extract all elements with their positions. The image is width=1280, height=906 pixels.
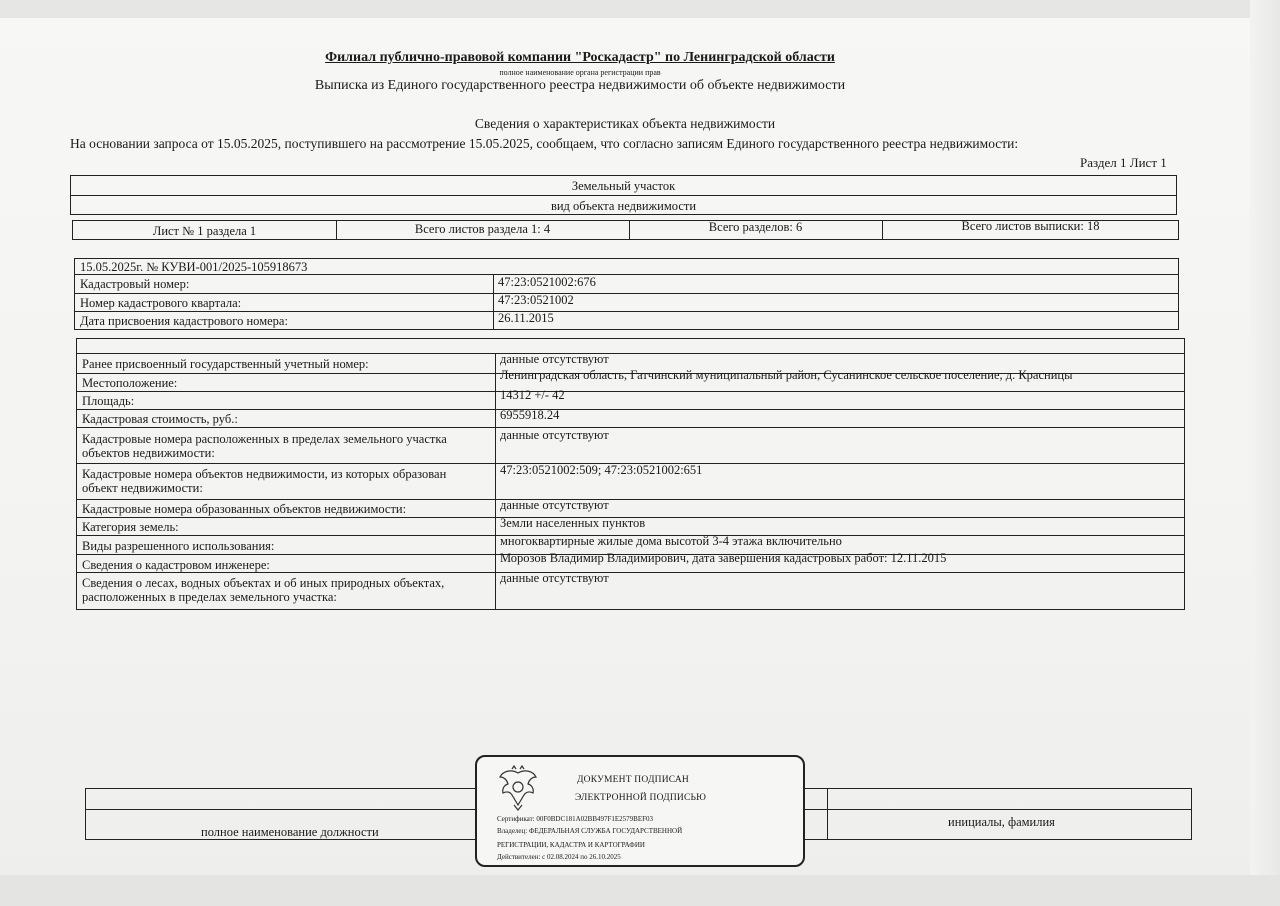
char-value-natural-objects: данные отсутствуют <box>500 572 609 585</box>
total-sections: Всего разделов: 6 <box>708 221 803 234</box>
total-sheets-section: Всего листов раздела 1: 4 <box>414 223 551 236</box>
cadastral-number-label: Кадастровый номер: <box>80 278 190 291</box>
assignment-date-value: 26.11.2015 <box>498 312 554 325</box>
position-caption: полное наименование должности <box>201 825 379 839</box>
identification-table <box>74 258 1179 330</box>
char-label-area: Площадь: <box>82 395 135 408</box>
signature-validity: Действителен: с 02.08.2024 по 26.10.2025 <box>497 853 621 861</box>
sheet-number: Лист № 1 раздела 1 <box>152 225 257 238</box>
total-sheets-extract: Всего листов выписки: 18 <box>961 220 1100 233</box>
assignment-date-label: Дата присвоения кадастрового номера: <box>80 315 288 328</box>
object-type: Земельный участок <box>571 180 676 193</box>
document-number: 15.05.2025г. № КУВИ-001/2025-105918673 <box>80 261 308 274</box>
cadastral-number-value: 47:23:0521002:676 <box>498 276 596 289</box>
scan-edge-bottom <box>0 875 1280 906</box>
char-value-location: Ленинградская область, Гатчинский муниципальный район, Сусанинское сельское поселение, д. Красницы <box>500 369 1073 382</box>
char-value-land-category: Земли населенных пунктов <box>500 517 646 530</box>
basis-text: На основании запроса от 15.05.2025, поступившего на рассмотрение 15.05.2025, сообщаем, что согласно записям Единого государственного реестра недвижимости: <box>70 136 1019 151</box>
char-label-cadastral-value: Кадастровая стоимость, руб.: <box>82 413 238 426</box>
signature-owner-line1: Владелец: ФЕДЕРАЛЬНАЯ СЛУЖБА ГОСУДАРСТВЕННОЙ <box>497 827 683 835</box>
object-type-caption: вид объекта недвижимости <box>550 200 697 213</box>
char-label-source-objects: Кадастровые номера объектов недвижимости, из которых образован объект недвижимости: <box>82 467 447 495</box>
scan-edge-right <box>1250 0 1280 906</box>
char-label-cadastral-engineer: Сведения о кадастровом инженере: <box>82 559 270 572</box>
characteristics-table <box>76 338 1185 610</box>
char-label-location: Местоположение: <box>82 377 178 390</box>
char-value-cadastral-engineer: Морозов Владимир Владимирович, дата завершения кадастровых работ: 12.11.2015 <box>500 552 947 565</box>
char-label-formed-objects: Кадастровые номера образованных объектов недвижимости: <box>82 503 407 516</box>
char-value-prev-number: данные отсутствуют <box>500 353 609 366</box>
organization-title: Филиал публично-правовой компании "Роскадастр" по Ленинградской области <box>325 50 835 65</box>
signature-title-line2: ЭЛЕКТРОННОЙ ПОДПИСЬЮ <box>575 793 707 803</box>
coat-of-arms-icon <box>497 765 539 811</box>
electronic-signature-stamp <box>475 755 805 867</box>
char-value-area: 14312 +/- 42 <box>500 389 565 402</box>
sheet-info-table <box>72 220 1179 240</box>
initials-caption: инициалы, фамилия <box>948 815 1055 829</box>
char-label-land-category: Категория земель: <box>82 521 179 534</box>
scan-edge-top <box>0 0 1280 18</box>
signature-certificate: Сертификат: 00F0BDC181A02BB497F1E2579BEF03 <box>497 815 654 823</box>
char-label-permitted-use: Виды разрешенного использования: <box>82 540 275 553</box>
info-title: Сведения о характеристиках объекта недвижимости <box>474 116 776 131</box>
char-value-permitted-use: многоквартирные жилые дома высотой 3-4 этажа включительно <box>500 535 842 548</box>
object-type-table <box>70 175 1177 215</box>
cadastral-quarter-label: Номер кадастрового квартала: <box>80 297 242 310</box>
signature-title-line1: ДОКУМЕНТ ПОДПИСАН <box>577 775 689 785</box>
cadastral-quarter-value: 47:23:0521002 <box>498 294 574 307</box>
char-label-natural-objects: Сведения о лесах, водных объектах и об иных природных объектах, расположенных в пределах земельного участка: <box>82 576 445 604</box>
signature-owner-line2: РЕГИСТРАЦИИ, КАДАСТРА И КАРТОГРАФИИ <box>497 841 645 849</box>
section-sheet-label: Раздел 1 Лист 1 <box>1080 155 1167 170</box>
char-value-source-objects: 47:23:0521002:509; 47:23:0521002:651 <box>500 464 703 477</box>
extract-title: Выписка из Единого государственного реестра недвижимости об объекте недвижимости <box>314 78 846 93</box>
char-value-contained-objects: данные отсутствуют <box>500 429 609 442</box>
char-value-cadastral-value: 6955918.24 <box>500 409 560 422</box>
char-value-formed-objects: данные отсутствуют <box>500 499 609 512</box>
char-label-contained-objects: Кадастровые номера расположенных в пределах земельного участка объектов недвижимости: <box>82 432 447 460</box>
char-label-prev-number: Ранее присвоенный государственный учетный номер: <box>82 358 369 371</box>
organization-caption: полное наименование органа регистрации прав <box>499 68 661 77</box>
